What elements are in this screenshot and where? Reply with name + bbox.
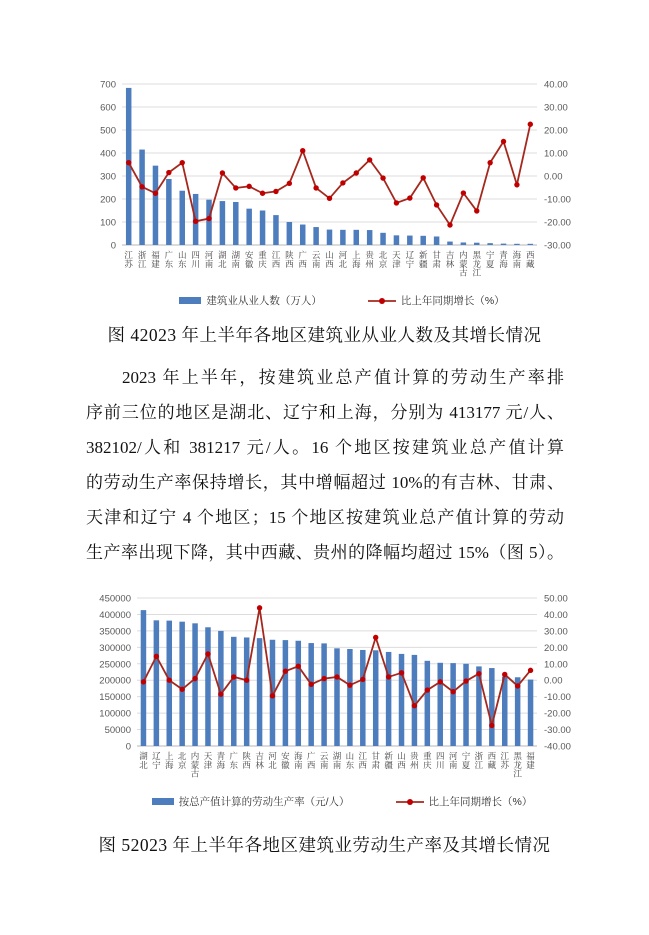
category-label: 内蒙古 [459, 250, 468, 278]
category-label: 安徽 [281, 751, 290, 770]
line-marker [354, 170, 359, 175]
line-marker [476, 671, 481, 676]
line-marker [154, 654, 159, 659]
line-marker [126, 160, 131, 165]
growth-line [129, 124, 531, 225]
line-marker [313, 185, 318, 190]
bar [463, 664, 469, 746]
category-label: 湖南 [332, 751, 342, 770]
line-marker [206, 216, 211, 221]
line-marker [321, 676, 326, 681]
line-marker [257, 605, 262, 610]
bar [283, 640, 289, 746]
left-tick-label: 0 [125, 741, 131, 753]
bar [167, 621, 173, 746]
line-marker [141, 679, 146, 684]
bar [347, 649, 353, 746]
category-label: 上海 [352, 250, 361, 269]
left-tick-label: 50000 [104, 725, 131, 737]
category-label: 北京 [378, 250, 388, 269]
line-marker [139, 184, 144, 189]
figure5-legend-bar-label: 按总产值计算的劳动生产率（元/人） [178, 796, 350, 808]
bar [380, 233, 386, 245]
bar [407, 236, 413, 245]
category-label: 广东 [229, 751, 239, 770]
paragraph-line: 生产率出现下降，其中西藏、贵州的降幅均超过 15%（图 5）。 [86, 543, 564, 562]
figure5-caption: 图 52023 年上半年各地区建筑业劳动生产率及其增长情况 [98, 835, 551, 855]
line-marker [450, 689, 455, 694]
line-marker [327, 196, 332, 201]
category-label: 贵州 [365, 250, 374, 269]
figure4-legend-bar-label: 建筑业从业人数（万人） [206, 295, 322, 307]
bar [461, 242, 467, 245]
category-label: 福建 [151, 250, 160, 269]
bar [154, 620, 160, 746]
category-label: 甘肃 [371, 751, 380, 770]
line-marker [447, 222, 452, 227]
line-marker [233, 185, 238, 190]
line-marker [407, 195, 412, 200]
category-label: 安徽 [244, 250, 254, 269]
figure4-svg [82, 74, 602, 287]
line-swatch-icon [396, 797, 424, 807]
bar [233, 202, 239, 245]
category-label: 北京 [177, 751, 187, 770]
bar [501, 244, 507, 245]
category-label: 广西 [298, 250, 307, 269]
category-label: 江西 [271, 250, 281, 269]
line-marker [412, 703, 417, 708]
category-label: 海南 [294, 751, 303, 770]
left-tick-label: 300000 [99, 642, 131, 654]
bar [487, 243, 493, 245]
category-labels [139, 751, 535, 779]
right-tick-label: 30.00 [544, 102, 568, 114]
bar [450, 663, 456, 746]
line-marker [220, 170, 225, 175]
left-tick-label: 400 [100, 148, 116, 160]
line-marker [461, 190, 466, 195]
bar [394, 235, 400, 245]
category-label: 山东 [345, 751, 355, 770]
figure4-chart [82, 74, 602, 308]
paragraph-line: 2023 年上半年，按建筑业总产值计算的劳动生产率排 [122, 368, 564, 387]
right-tick-label: 40.00 [544, 609, 568, 621]
bar [179, 622, 185, 746]
left-tick-label: 250000 [99, 659, 131, 671]
left-tick-label: 500 [100, 125, 116, 137]
bar [231, 637, 237, 746]
bar [420, 236, 426, 245]
line-marker [501, 139, 506, 144]
category-labels [124, 250, 535, 278]
bar [139, 150, 145, 245]
category-label: 浙江 [137, 250, 147, 269]
category-label: 河南 [204, 250, 214, 269]
line-marker [218, 692, 223, 697]
paragraph-line: 的劳动生产率保持增长，其中增幅超过 10%的有吉林、甘肃、 [86, 473, 564, 492]
category-label: 新疆 [384, 751, 393, 770]
figure5-svg [82, 588, 602, 788]
bars [126, 88, 533, 245]
figure4-legend-line-label: 比上年同期增长（%） [400, 295, 505, 307]
figure4-legend-bar-item [179, 293, 322, 308]
line-marker [283, 668, 288, 673]
bar-swatch-icon [152, 798, 174, 805]
left-tick-label: 100 [100, 217, 116, 229]
line-marker [260, 191, 265, 196]
bar-swatch-icon [179, 297, 201, 304]
right-tick-label: 20.00 [544, 642, 568, 654]
category-label: 辽宁 [152, 751, 161, 770]
line-marker [347, 682, 352, 687]
line-marker [394, 200, 399, 205]
category-label: 新疆 [418, 250, 428, 269]
line-marker [474, 208, 479, 213]
line-marker [308, 682, 313, 687]
line-marker [205, 651, 210, 656]
line-marker [489, 723, 494, 728]
left-axis-labels [99, 594, 131, 753]
line-marker [270, 693, 275, 698]
line-marker [360, 677, 365, 682]
figure5-legend-line-item [396, 794, 533, 809]
bar [514, 244, 520, 245]
bar [257, 638, 263, 746]
left-tick-label: 700 [100, 79, 116, 91]
category-label: 陕西 [285, 250, 294, 269]
left-tick-label: 200 [100, 194, 116, 206]
line-marker [300, 148, 305, 153]
line-marker [179, 687, 184, 692]
category-label: 江西 [358, 751, 368, 770]
category-label: 浙江 [474, 751, 484, 770]
line-marker [421, 175, 426, 180]
category-label: 广西 [306, 751, 316, 770]
category-label: 陕西 [242, 751, 251, 770]
bar [300, 225, 306, 245]
category-label: 宁夏 [485, 250, 495, 269]
left-axis-labels [100, 80, 116, 252]
category-label: 宁夏 [461, 751, 471, 770]
category-label: 青海 [216, 751, 226, 770]
left-tick-label: 200000 [99, 675, 131, 687]
paragraph-line: 天津和辽宁 4 个地区；15 个地区按建筑业总产值计算的劳动 [86, 508, 564, 527]
paragraph-line: 382102/人和 381217 元/人。16 个地区按建筑业总产值计算 [86, 438, 564, 457]
category-label: 河北 [338, 250, 348, 269]
line-marker [438, 679, 443, 684]
line-marker [515, 683, 520, 688]
category-label: 海南 [512, 250, 522, 269]
figure5-legend-bar-item [152, 794, 350, 809]
line-marker [153, 191, 158, 196]
line-marker [502, 672, 507, 677]
right-tick-label: 40.00 [544, 79, 568, 91]
line-marker [434, 202, 439, 207]
bar [489, 668, 495, 746]
line-marker [463, 678, 468, 683]
category-label: 四川 [191, 250, 200, 269]
right-tick-label: -10.00 [544, 692, 571, 704]
bar [528, 680, 534, 746]
bar [437, 663, 443, 746]
right-tick-label: 0.00 [544, 675, 563, 687]
line-marker [367, 157, 372, 162]
line-marker [296, 664, 301, 669]
bar [434, 236, 440, 245]
bar [244, 637, 250, 746]
right-tick-label: -40.00 [544, 741, 571, 753]
bar [166, 179, 172, 245]
right-axis-labels [544, 594, 571, 753]
line-marker [425, 687, 430, 692]
right-tick-label: 10.00 [544, 659, 568, 671]
line-marker [273, 189, 278, 194]
left-tick-label: 300 [100, 171, 116, 183]
line-marker [528, 122, 533, 127]
category-label: 云南 [319, 751, 329, 770]
figure5-chart [82, 588, 602, 809]
right-tick-label: -20.00 [544, 708, 571, 720]
paragraph-line: 序前三位的地区是湖北、辽宁和上海，分别为 413177 元/人、 [86, 403, 564, 422]
line-marker [528, 668, 533, 673]
bar [474, 243, 480, 245]
bar [192, 623, 198, 746]
bar [373, 650, 379, 746]
line-marker [380, 175, 385, 180]
line-marker [231, 674, 236, 679]
bar [528, 244, 534, 245]
line-marker [487, 160, 492, 165]
bar [313, 227, 319, 245]
line-marker [167, 678, 172, 683]
bar [334, 648, 340, 746]
right-tick-label: -10.00 [544, 194, 571, 206]
category-label: 黑龙江 [472, 250, 482, 278]
category-label: 黑龙江 [513, 751, 522, 779]
bar [179, 191, 185, 245]
figure4-plot-area [82, 74, 602, 287]
right-tick-label: 20.00 [544, 125, 568, 137]
bar [447, 242, 453, 245]
bar [321, 643, 327, 746]
left-tick-label: 150000 [99, 692, 131, 704]
right-tick-label: -30.00 [544, 725, 571, 737]
category-label: 河南 [448, 751, 458, 770]
category-label: 江苏 [124, 250, 133, 269]
line-marker [287, 181, 292, 186]
category-label: 广东 [164, 250, 174, 269]
bar [296, 641, 302, 746]
bar [153, 166, 159, 245]
category-label: 福建 [526, 751, 535, 770]
figure5-legend-line-label: 比上年同期增长（%） [428, 796, 533, 808]
bar [425, 661, 431, 746]
line-marker [340, 180, 345, 185]
line-marker [399, 670, 404, 675]
category-label: 青海 [499, 250, 508, 269]
bar [287, 222, 293, 245]
figure5-plot-area [82, 588, 602, 788]
bar [367, 230, 373, 245]
bar [360, 650, 366, 746]
bar [340, 230, 346, 245]
left-tick-label: 0 [110, 240, 116, 252]
left-tick-label: 400000 [99, 609, 131, 621]
body-paragraph [86, 360, 564, 570]
right-tick-label: -20.00 [544, 217, 571, 229]
line-marker [192, 676, 197, 681]
category-label: 内蒙古 [190, 751, 200, 779]
left-tick-label: 450000 [99, 593, 131, 605]
bar [354, 230, 360, 245]
line-markers [126, 122, 533, 228]
line-marker [193, 219, 198, 224]
category-label: 重庆 [258, 250, 267, 269]
right-axis-labels [544, 80, 571, 252]
line-marker [244, 678, 249, 683]
bar [260, 211, 266, 246]
line-marker [514, 182, 519, 187]
right-tick-label: -30.00 [544, 240, 571, 252]
category-label: 上海 [165, 751, 174, 770]
category-label: 山西 [325, 250, 334, 269]
line-marker [373, 635, 378, 640]
left-tick-label: 350000 [99, 626, 131, 638]
bar [308, 643, 314, 746]
bar [327, 230, 333, 245]
category-label: 四川 [435, 751, 445, 770]
category-label: 山西 [397, 751, 406, 770]
left-tick-label: 100000 [99, 708, 131, 720]
right-tick-label: 50.00 [544, 593, 568, 605]
category-label: 湖北 [139, 751, 148, 770]
category-label: 山东 [177, 250, 187, 269]
bar [206, 200, 212, 245]
category-label: 贵州 [410, 751, 419, 770]
category-label: 西藏 [487, 751, 497, 770]
category-label: 甘肃 [432, 250, 441, 269]
category-label: 河北 [268, 751, 277, 770]
right-tick-label: 30.00 [544, 626, 568, 638]
figure4-legend [82, 293, 602, 308]
category-label: 吉林 [445, 250, 455, 269]
left-tick-label: 600 [100, 102, 116, 114]
right-tick-label: 0.00 [544, 171, 563, 183]
category-label: 湖南 [231, 250, 241, 269]
line-marker [386, 674, 391, 679]
figure4-legend-line-item [368, 293, 505, 308]
bar [399, 654, 405, 746]
bar [386, 652, 392, 746]
category-label: 西藏 [526, 250, 535, 269]
figure5-legend [82, 794, 602, 809]
category-label: 湖北 [218, 250, 227, 269]
line-marker [180, 160, 185, 165]
line-marker [166, 170, 171, 175]
line-swatch-icon [368, 296, 396, 306]
category-label: 重庆 [423, 751, 432, 770]
line-marker [334, 674, 339, 679]
line-marker [246, 184, 251, 189]
bar [273, 215, 279, 245]
bar [502, 677, 508, 746]
category-label: 云南 [311, 250, 321, 269]
category-label: 江苏 [500, 751, 509, 770]
category-label: 天津 [392, 250, 401, 269]
bar [246, 209, 252, 245]
bar [220, 201, 226, 245]
right-tick-label: 10.00 [544, 148, 568, 160]
category-label: 天津 [203, 751, 213, 770]
category-label: 吉林 [255, 751, 264, 770]
figure4-caption: 图 42023 年上半年各地区建筑业从业人数及其增长情况 [107, 325, 542, 345]
category-label: 辽宁 [405, 250, 415, 269]
bar [205, 627, 211, 746]
